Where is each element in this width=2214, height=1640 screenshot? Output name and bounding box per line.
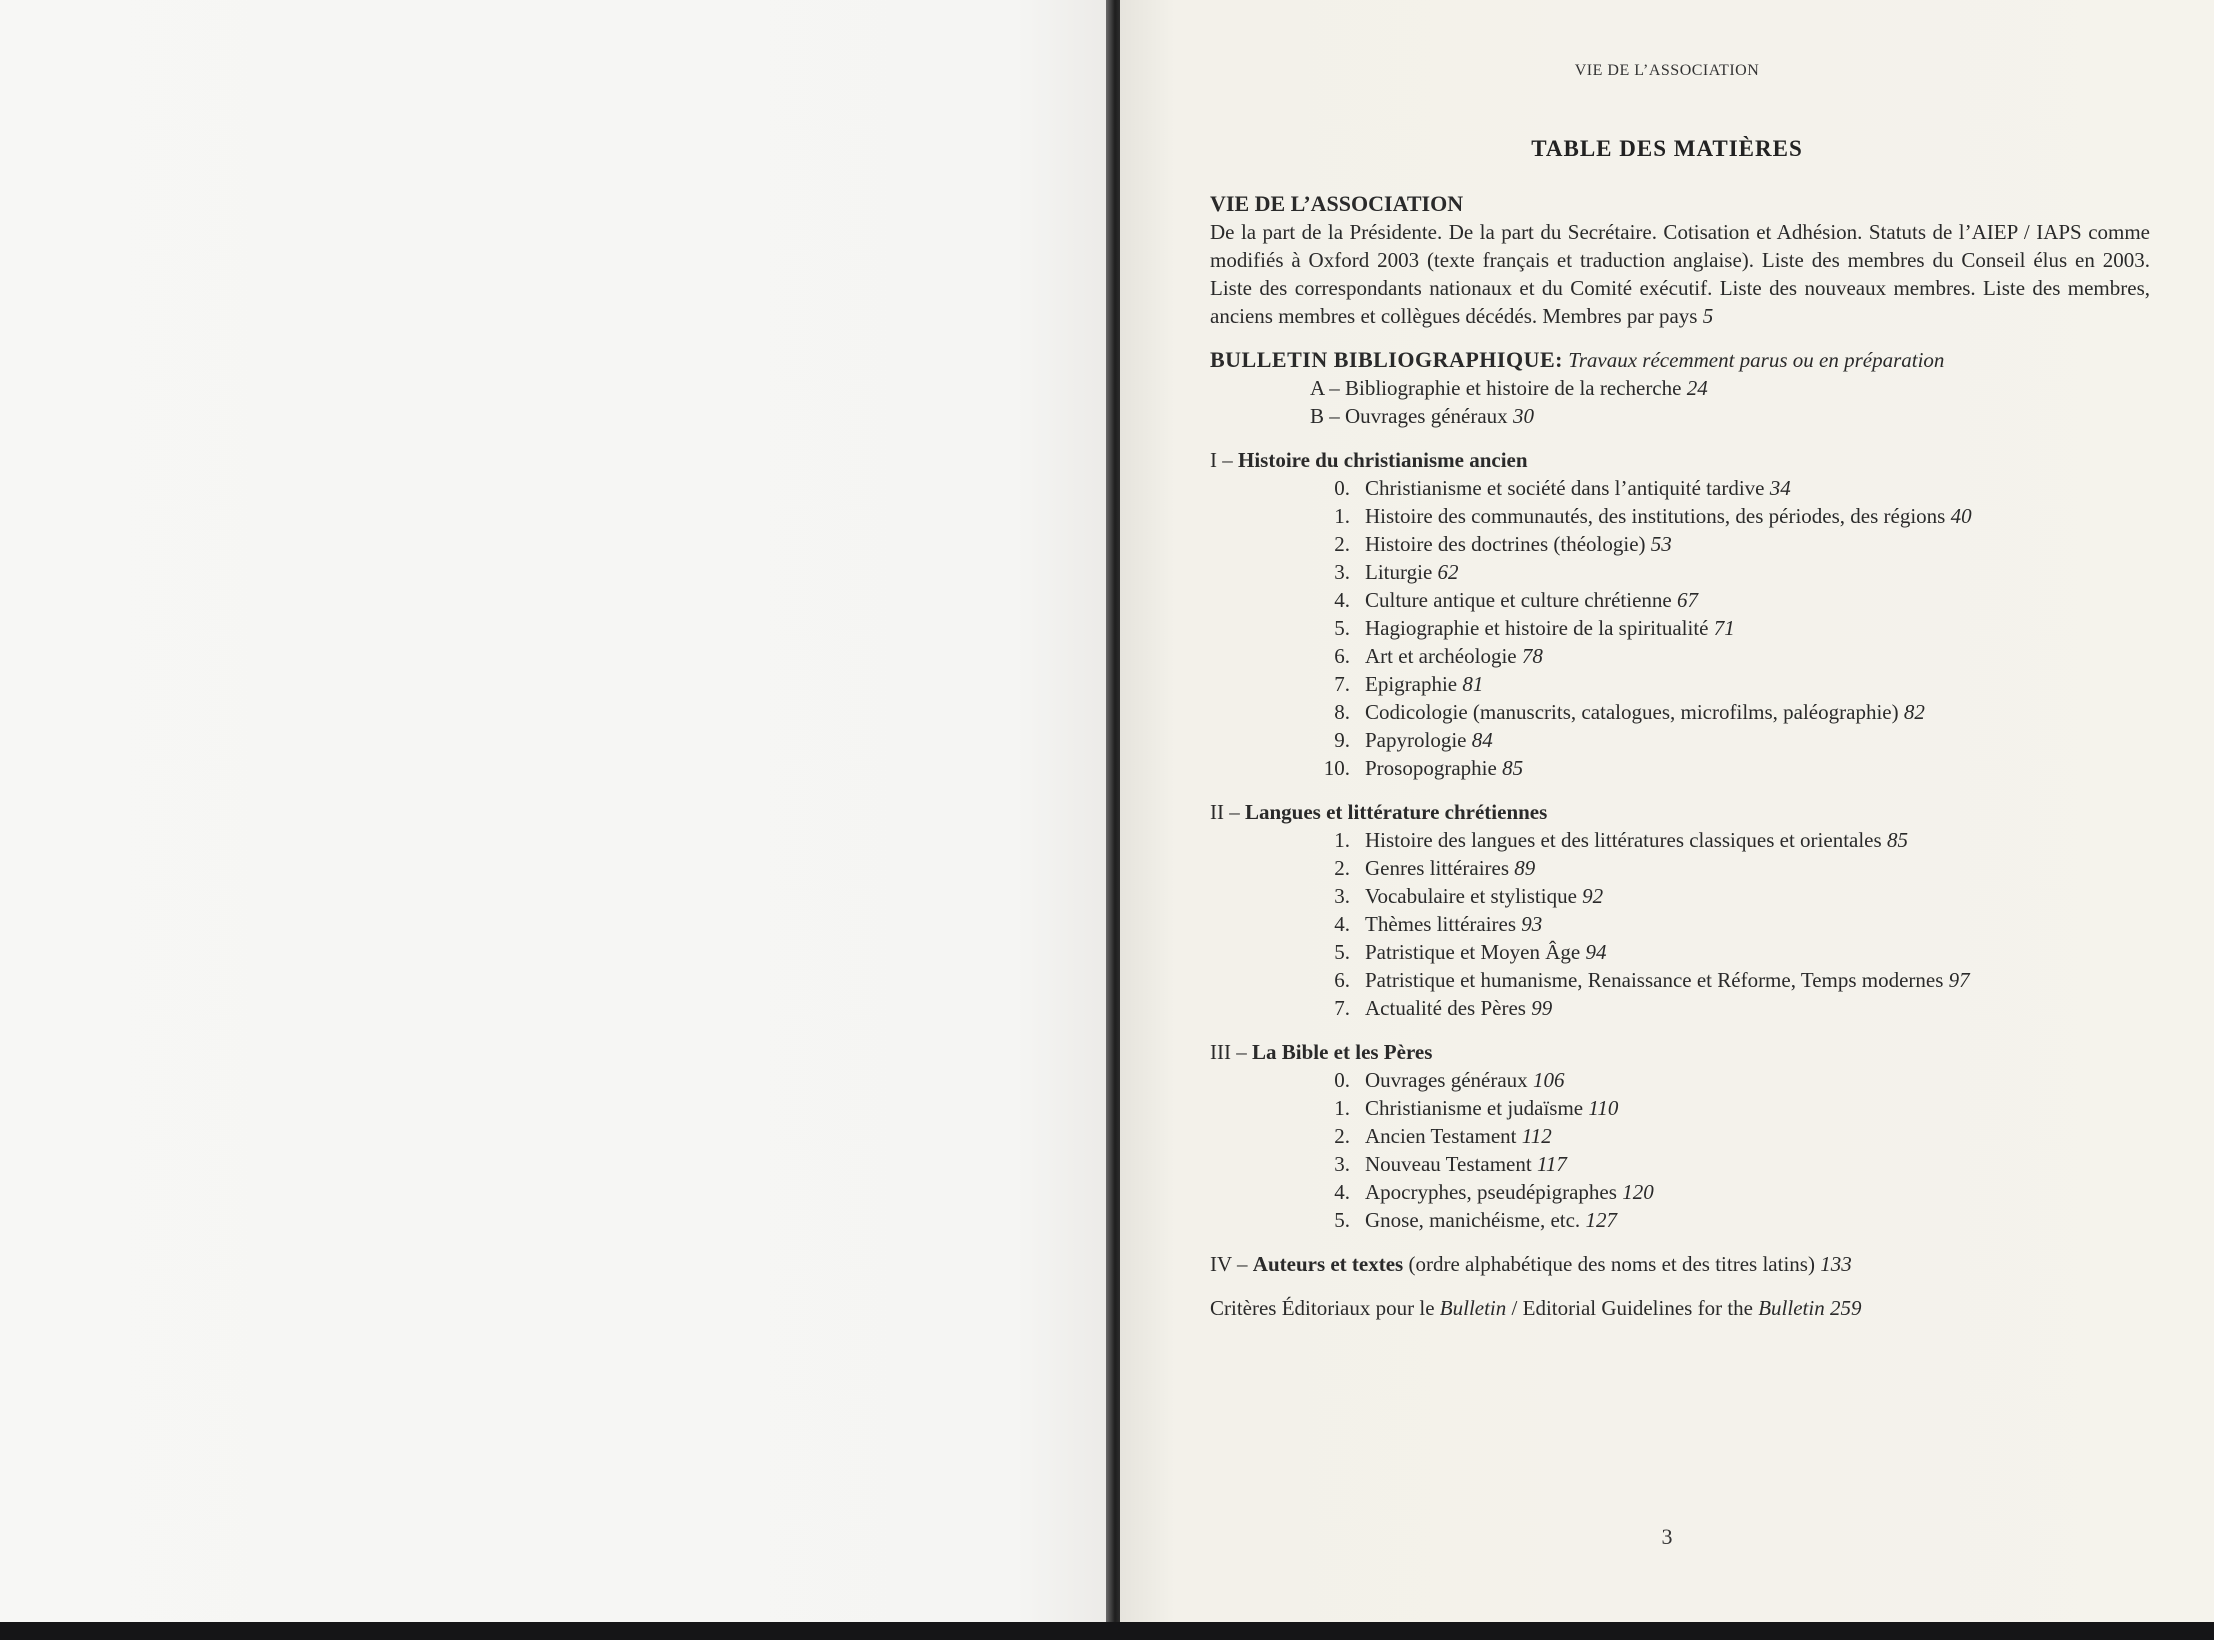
toc-entry bbox=[1310, 670, 2150, 698]
entry-number: 1. bbox=[1334, 1096, 1350, 1120]
toc-group bbox=[1210, 1038, 2150, 1234]
group-title: La Bible et les Pères bbox=[1251, 1040, 1433, 1064]
entry-number: 10. bbox=[1323, 756, 1350, 780]
group-title: Histoire du christianisme ancien bbox=[1238, 448, 1528, 472]
toc-entry bbox=[1310, 1122, 2150, 1150]
bulletin-item-label: B – Ouvrages généraux bbox=[1310, 404, 1508, 428]
section-iv-number: IV – bbox=[1210, 1252, 1248, 1276]
entry-page: 106 bbox=[1532, 1068, 1565, 1092]
entry-page: 81 bbox=[1462, 672, 1484, 696]
entry-label: Culture antique et culture chrétienne bbox=[1365, 588, 1672, 612]
bulletin-item-page: 24 bbox=[1686, 376, 1708, 400]
entry-page: 127 bbox=[1585, 1208, 1617, 1232]
bulletin-heading-line bbox=[1210, 346, 2150, 374]
section-iv-line bbox=[1210, 1250, 2150, 1278]
entry-page: 89 bbox=[1514, 856, 1536, 880]
toc-groups bbox=[1210, 446, 2150, 1234]
section-iv-title: Auteurs et textes bbox=[1252, 1252, 1404, 1276]
entry-page: 71 bbox=[1713, 616, 1735, 640]
left-page-blank bbox=[0, 0, 1106, 1622]
toc-entry bbox=[1310, 502, 2150, 530]
entry-page: 93 bbox=[1521, 912, 1543, 936]
toc-entry bbox=[1310, 826, 2150, 854]
toc-entry bbox=[1310, 726, 2150, 754]
entry-label: Apocryphes, pseudépigraphes bbox=[1365, 1180, 1617, 1204]
entry-page: 99 bbox=[1531, 996, 1553, 1020]
entry-number: 2. bbox=[1334, 856, 1350, 880]
entry-number: 2. bbox=[1334, 1124, 1350, 1148]
entry-number: 0. bbox=[1334, 1068, 1350, 1092]
toc-entry bbox=[1310, 910, 2150, 938]
entry-label: Liturgie bbox=[1365, 560, 1433, 584]
criteria-text-d: Bulletin bbox=[1758, 1296, 1825, 1320]
page-number: 3 bbox=[1661, 1524, 1673, 1549]
entry-label: Genres littéraires bbox=[1365, 856, 1510, 880]
entry-label: Art et archéologie bbox=[1365, 644, 1517, 668]
entry-number: 3. bbox=[1334, 884, 1350, 908]
group-heading bbox=[1210, 798, 2150, 826]
entry-number: 1. bbox=[1334, 828, 1350, 852]
entry-page: 40 bbox=[1950, 504, 1972, 528]
toc-entry bbox=[1310, 754, 2150, 782]
toc-entry bbox=[1310, 614, 2150, 642]
toc-entry bbox=[1310, 1178, 2150, 1206]
toc-entry bbox=[1310, 1066, 2150, 1094]
toc-entry bbox=[1310, 642, 2150, 670]
entry-label: Histoire des langues et des littératures classiques et orientales bbox=[1365, 828, 1882, 852]
entry-label: Histoire des doctrines (théologie) bbox=[1365, 532, 1646, 556]
entry-number: 7. bbox=[1334, 996, 1350, 1020]
toc-content bbox=[1210, 180, 2150, 1322]
toc-entry bbox=[1310, 1150, 2150, 1178]
entry-number: 0. bbox=[1334, 476, 1350, 500]
entry-label: Christianisme et judaïsme bbox=[1365, 1096, 1584, 1120]
entry-label: Gnose, manichéisme, etc. bbox=[1365, 1208, 1581, 1232]
entry-page: 97 bbox=[1948, 968, 1970, 992]
entry-page: 94 bbox=[1585, 940, 1607, 964]
entry-number: 9. bbox=[1334, 728, 1350, 752]
toc-entry bbox=[1310, 854, 2150, 882]
toc-entry bbox=[1310, 966, 2150, 994]
entry-label: Prosopographie bbox=[1365, 756, 1497, 780]
entry-page: 85 bbox=[1886, 828, 1908, 852]
bulletin-subtitle: Travaux récemment parus ou en préparation bbox=[1568, 348, 1945, 372]
entry-page: 84 bbox=[1471, 728, 1493, 752]
entry-number: 8. bbox=[1334, 700, 1350, 724]
entry-label: Ouvrages généraux bbox=[1365, 1068, 1528, 1092]
entry-number: 1. bbox=[1334, 504, 1350, 528]
entry-label: Papyrologie bbox=[1365, 728, 1467, 752]
entry-label: Epigraphie bbox=[1365, 672, 1458, 696]
association-page: 5 bbox=[1702, 304, 1714, 328]
entry-page: 34 bbox=[1769, 476, 1791, 500]
entry-number: 4. bbox=[1334, 912, 1350, 936]
entry-label: Actualité des Pères bbox=[1365, 996, 1526, 1020]
group-number: III – bbox=[1210, 1040, 1247, 1064]
entry-label: Hagiographie et histoire de la spiritualité bbox=[1365, 616, 1709, 640]
entry-number: 5. bbox=[1334, 940, 1350, 964]
toc-group bbox=[1210, 798, 2150, 1022]
association-heading: VIE DE L’ASSOCIATION bbox=[1210, 191, 1464, 216]
association-text bbox=[1210, 218, 2150, 330]
toc-entry bbox=[1310, 994, 2150, 1022]
group-number: II – bbox=[1210, 800, 1240, 824]
bulletin-item bbox=[1310, 402, 2150, 430]
group-title: Langues et littérature chrétiennes bbox=[1245, 800, 1548, 824]
entry-page: 92 bbox=[1582, 884, 1604, 908]
entry-page: 53 bbox=[1650, 532, 1672, 556]
toc-entry bbox=[1310, 1094, 2150, 1122]
running-head: VIE DE L’ASSOCIATION bbox=[1574, 62, 1760, 79]
toc-entry bbox=[1310, 938, 2150, 966]
entry-label: Patristique et humanisme, Renaissance et Réforme, Temps modernes bbox=[1365, 968, 1944, 992]
bulletin-item-label: A – Bibliographie et histoire de la recherche bbox=[1310, 376, 1682, 400]
entry-number: 6. bbox=[1334, 644, 1350, 668]
toc-entry bbox=[1310, 474, 2150, 502]
criteria-text-b: Bulletin bbox=[1439, 1296, 1507, 1320]
criteria-text-c: / Editorial Guidelines for the bbox=[1511, 1296, 1753, 1320]
entry-page: 67 bbox=[1676, 588, 1698, 612]
entry-label: Vocabulaire et stylistique bbox=[1365, 884, 1577, 908]
entry-label: Histoire des communautés, des institutions, des périodes, des régions bbox=[1365, 504, 1946, 528]
group-number: I – bbox=[1210, 448, 1233, 472]
entry-number: 7. bbox=[1334, 672, 1350, 696]
toc-entry bbox=[1310, 558, 2150, 586]
group-heading bbox=[1210, 1038, 2150, 1066]
entry-page: 78 bbox=[1521, 644, 1543, 668]
entry-page: 110 bbox=[1588, 1096, 1619, 1120]
section-iv-note: (ordre alphabétique des noms et des titres latins) bbox=[1408, 1252, 1815, 1276]
entry-page: 82 bbox=[1903, 700, 1925, 724]
entry-page: 112 bbox=[1521, 1124, 1552, 1148]
entry-number: 4. bbox=[1334, 1180, 1350, 1204]
toc-entry bbox=[1310, 1206, 2150, 1234]
toc-entry bbox=[1310, 882, 2150, 910]
bulletin-item bbox=[1310, 374, 2150, 402]
criteria-line bbox=[1210, 1294, 2150, 1322]
entry-label: Nouveau Testament bbox=[1365, 1152, 1532, 1176]
right-page bbox=[1120, 0, 2214, 1622]
bulletin-item-page: 30 bbox=[1512, 404, 1534, 428]
bottom-edge bbox=[0, 1622, 2214, 1640]
entry-label: Thèmes littéraires bbox=[1365, 912, 1517, 936]
entry-label: Ancien Testament bbox=[1365, 1124, 1517, 1148]
toc-entry bbox=[1310, 698, 2150, 726]
entry-number: 5. bbox=[1334, 616, 1350, 640]
group-heading bbox=[1210, 446, 2150, 474]
criteria-page: 259 bbox=[1829, 1296, 1862, 1320]
entry-number: 4. bbox=[1334, 588, 1350, 612]
section-iv-page: 133 bbox=[1820, 1252, 1852, 1276]
entry-number: 3. bbox=[1334, 1152, 1350, 1176]
page-title: TABLE DES MATIÈRES bbox=[1531, 136, 1803, 161]
entry-label: Codicologie (manuscrits, catalogues, microfilms, paléographie) bbox=[1365, 700, 1899, 724]
criteria-text-a: Critères Éditoriaux pour le bbox=[1210, 1296, 1435, 1320]
toc-group bbox=[1210, 446, 2150, 782]
bulletin-heading: BULLETIN BIBLIOGRAPHIQUE: bbox=[1210, 347, 1563, 372]
entry-page: 120 bbox=[1622, 1180, 1654, 1204]
entry-page: 85 bbox=[1502, 756, 1524, 780]
toc-entry bbox=[1310, 530, 2150, 558]
association-description: De la part de la Présidente. De la part du Secrétaire. Cotisation et Adhésion. Statuts de l’AIEP / IAPS comme modifiés à Oxford 2003 (texte français et traduction anglaise). Liste des membres du Conseil élus en 2003. Liste des correspondants nationaux et du Comité exécutif. Liste des nouveaux membres. Liste des membres, anciens membres et collègues décédés. Membres par pays bbox=[1210, 220, 2150, 328]
entry-page: 62 bbox=[1437, 560, 1459, 584]
entry-number: 3. bbox=[1334, 560, 1350, 584]
entry-label: Patristique et Moyen Âge bbox=[1365, 940, 1581, 964]
entry-number: 2. bbox=[1334, 532, 1350, 556]
entry-number: 6. bbox=[1334, 968, 1350, 992]
entry-label: Christianisme et société dans l’antiquité tardive bbox=[1365, 476, 1765, 500]
entry-page: 117 bbox=[1536, 1152, 1567, 1176]
entry-number: 5. bbox=[1334, 1208, 1350, 1232]
toc-entry bbox=[1310, 586, 2150, 614]
